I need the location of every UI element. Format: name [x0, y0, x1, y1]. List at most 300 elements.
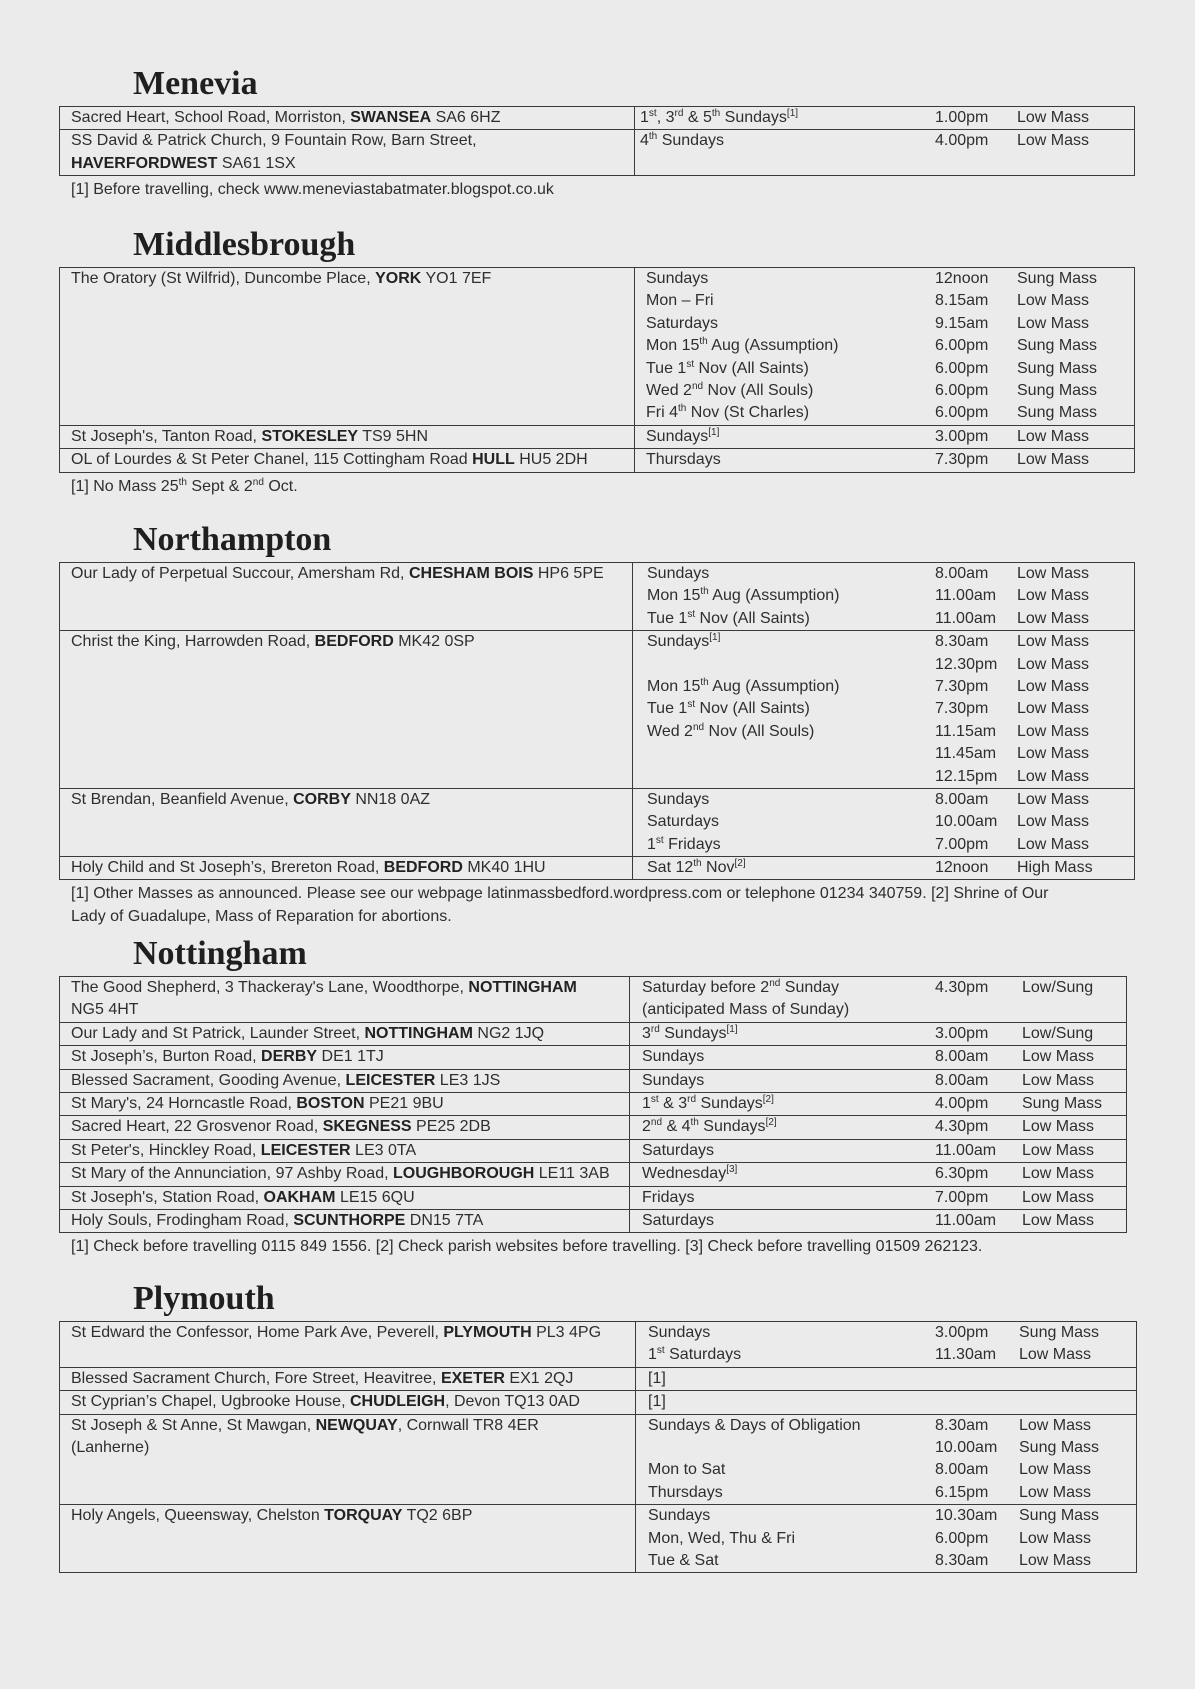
- mass-time: 8.15am: [935, 292, 989, 310]
- address-line: [71, 1437, 631, 1459]
- text-run: NG5 4HT: [71, 1001, 139, 1019]
- church-address-cell: [60, 1209, 630, 1232]
- mass-type: Sung Mass: [1017, 270, 1098, 287]
- church-address-cell: [60, 130, 635, 176]
- schedule-line: [633, 563, 1134, 585]
- mass-schedule-table: [59, 106, 1135, 176]
- mass-day: [647, 631, 935, 653]
- mass-time: 8.00am: [935, 565, 989, 582]
- table-body: [60, 1322, 1137, 1573]
- mass-day: [646, 290, 935, 312]
- mass-schedule-table: [59, 1321, 1137, 1573]
- mass-day: [642, 977, 935, 999]
- text-run: & 5: [683, 109, 712, 126]
- mass-day: [640, 130, 935, 152]
- superscript: st: [686, 358, 695, 370]
- text-run: 1: [642, 1094, 651, 1112]
- table-row: [60, 130, 1135, 176]
- text-run: [1]: [648, 1393, 666, 1411]
- mass-type: Low Mass: [1022, 1048, 1095, 1066]
- text-run: Holy Souls, Frodingham Road,: [71, 1211, 294, 1229]
- mass-day: [646, 268, 935, 290]
- mass-day: [647, 811, 935, 833]
- text-run: Lady of Guadalupe, Mass of Reparation for abortions.: [71, 907, 452, 925]
- text-run: Sundays: [646, 270, 709, 287]
- mass-day: [642, 1140, 935, 1162]
- superscript: st: [650, 1093, 659, 1105]
- table-row: [60, 788, 1135, 856]
- text-run: Sundays: [648, 1324, 711, 1341]
- schedule-line: [633, 789, 1134, 811]
- text-run: Tue 1: [647, 609, 688, 627]
- text-run: St Edward the Confessor, Home Park Ave, Peverell,: [71, 1324, 444, 1341]
- text-run: St Mary's, 24 Horncastle Road,: [71, 1094, 297, 1112]
- text-run: Sacred Heart, 22 Grosvenor Road,: [71, 1118, 323, 1136]
- schedule-cell: [636, 1505, 1137, 1573]
- text-run: SA6 6HZ: [431, 109, 501, 126]
- church-address-cell: [60, 788, 633, 856]
- mass-time: 11.00am: [935, 1141, 997, 1159]
- schedule-line: [636, 1368, 1136, 1390]
- mass-day: [647, 857, 935, 879]
- table-row: [60, 1322, 1137, 1368]
- mass-time: 3.00pm: [935, 1024, 989, 1042]
- address-line: [71, 1046, 625, 1068]
- text-run: TS9 5HN: [358, 427, 429, 445]
- footnote: [59, 883, 1135, 905]
- mass-type: Sung Mass: [1022, 1094, 1103, 1112]
- church-address-cell: [60, 1367, 636, 1390]
- text-run: Mon to Sat: [648, 1461, 726, 1479]
- text-run: (anticipated Mass of Sunday): [642, 1001, 850, 1019]
- text-run: Wed 2: [647, 722, 693, 740]
- mass-type: [1022, 999, 1126, 1021]
- mass-type: Low Mass: [1019, 1483, 1092, 1501]
- mass-day: [647, 766, 935, 788]
- mass-time: 10.00am: [935, 1438, 998, 1456]
- mass-time: 8.30am: [935, 633, 989, 651]
- mass-time: 11.30am: [935, 1346, 997, 1364]
- town-name: LEICESTER: [345, 1071, 436, 1089]
- mass-day: [646, 380, 935, 402]
- text-run: Our Lady of Perpetual Succour, Amersham Rd,: [71, 565, 409, 582]
- text-run: Aug (Assumption): [708, 587, 840, 605]
- town-name: TORQUAY: [324, 1507, 403, 1525]
- mass-type: High Mass: [1017, 859, 1093, 877]
- schedule-line: [630, 1046, 1126, 1068]
- mass-day: [640, 107, 935, 129]
- superscript: th: [700, 586, 709, 598]
- text-run: Saturdays: [642, 1211, 715, 1229]
- mass-type: Low/Sung: [1022, 1024, 1094, 1042]
- superscript: nd: [252, 476, 264, 488]
- schedule-line: [636, 1437, 1136, 1459]
- mass-time: 8.00am: [935, 1071, 989, 1089]
- schedule-line: [635, 358, 1134, 380]
- mass-time: 7.30pm: [935, 700, 989, 718]
- schedule-line: [633, 631, 1134, 653]
- schedule-line: [633, 698, 1134, 720]
- text-run: Nov (All Souls): [704, 722, 815, 740]
- address-line: [71, 1391, 631, 1413]
- text-run: Saturdays: [646, 314, 719, 332]
- mass-time: 9.15am: [935, 314, 989, 332]
- text-run: Fridays: [663, 835, 721, 853]
- text-run: Sundays & Days of Obligation: [648, 1416, 861, 1434]
- town-name: SCUNTHORPE: [293, 1211, 406, 1229]
- text-run: Fri 4: [646, 404, 678, 422]
- mass-type: Low Mass: [1022, 1211, 1095, 1229]
- schedule-cell: [635, 107, 1135, 130]
- text-run: Our Lady and St Patrick, Launder Street,: [71, 1024, 365, 1042]
- footnote: [59, 906, 1135, 928]
- text-run: Blessed Sacrament, Gooding Avenue,: [71, 1071, 346, 1089]
- schedule-line: [630, 999, 1126, 1021]
- superscript: [3]: [726, 1164, 738, 1176]
- address-line: [71, 631, 628, 653]
- mass-type: Low Mass: [1017, 314, 1090, 332]
- text-run: Sunday: [780, 979, 840, 996]
- mass-day: [648, 1344, 935, 1366]
- schedule-line: [633, 811, 1134, 833]
- address-line: [71, 1093, 625, 1115]
- schedule-line: [636, 1344, 1136, 1366]
- schedule-line: [636, 1482, 1136, 1504]
- schedule-line: [635, 313, 1134, 335]
- schedule-line: [633, 654, 1134, 676]
- text-run: Sundays: [696, 1094, 763, 1112]
- superscript: [1]: [709, 632, 721, 644]
- town-name: PLYMOUTH: [443, 1324, 532, 1341]
- text-run: Oct.: [263, 477, 298, 495]
- mass-day: [642, 1116, 935, 1138]
- mass-time: 7.30pm: [935, 451, 989, 469]
- mass-day: [642, 1187, 935, 1209]
- table-row: [60, 1116, 1127, 1139]
- schedule-line: [633, 834, 1134, 856]
- text-run: [1] Check before travelling 0115 849 1556. [2] Check parish websites before travelling. [3] Check before travelling 01509 262123.: [71, 1238, 983, 1256]
- superscript: rd: [687, 1093, 697, 1105]
- table-row: [60, 268, 1135, 426]
- table-row: [60, 631, 1135, 789]
- text-run: 2: [642, 1118, 651, 1136]
- address-line: [71, 268, 630, 290]
- diocese-heading: Menevia: [133, 65, 258, 102]
- schedule-line: [630, 1163, 1126, 1185]
- mass-time: [935, 999, 1022, 1021]
- text-run: [1] Before travelling, check www.meneviastabatmater.blogspot.co.uk: [71, 181, 554, 199]
- mass-time: 12.30pm: [935, 655, 998, 673]
- mass-type: Low Mass: [1017, 609, 1090, 627]
- text-run: Holy Angels, Queensway, Chelston: [71, 1507, 325, 1525]
- town-name: YORK: [375, 270, 422, 287]
- schedule-cell: [630, 1046, 1127, 1069]
- text-run: HU5 2DH: [514, 451, 588, 469]
- schedule-line: [635, 402, 1134, 424]
- town-name: OAKHAM: [263, 1188, 336, 1206]
- mass-day: [646, 449, 935, 471]
- text-run: Sundays: [657, 132, 724, 150]
- table-row: [60, 1022, 1127, 1045]
- mass-type: Low Mass: [1017, 292, 1090, 310]
- schedule-line: [633, 766, 1134, 788]
- mass-type: Low Mass: [1022, 1165, 1095, 1183]
- town-name: LOUGHBOROUGH: [392, 1165, 535, 1183]
- mass-day: [647, 743, 935, 765]
- church-address-cell: [60, 1092, 630, 1115]
- schedule-line: [635, 107, 1134, 129]
- superscript: nd: [691, 380, 704, 392]
- superscript: st: [687, 699, 696, 711]
- church-address-cell: [60, 1322, 636, 1368]
- table-row: [60, 857, 1135, 880]
- mass-day: [647, 834, 935, 856]
- mass-type: Low Mass: [1019, 1551, 1092, 1569]
- schedule-cell: [630, 1116, 1127, 1139]
- mass-type: [1019, 1391, 1136, 1413]
- address-line: [71, 1415, 631, 1437]
- schedule-line: [635, 426, 1134, 448]
- text-run: Sundays: [642, 1048, 705, 1066]
- mass-time: 6.00pm: [935, 337, 989, 355]
- mass-day: [642, 1093, 935, 1115]
- schedule-line: [633, 585, 1134, 607]
- mass-type: Low Mass: [1019, 1461, 1092, 1479]
- table-row: [60, 425, 1135, 448]
- text-run: Wednesday: [642, 1165, 727, 1183]
- mass-time: 7.00pm: [935, 835, 989, 853]
- text-run: [1] No Mass 25: [71, 477, 179, 495]
- mass-time: 11.00am: [935, 1211, 997, 1229]
- mass-day: [647, 563, 935, 585]
- schedule-line: [636, 1528, 1136, 1550]
- address-line: [71, 1163, 625, 1185]
- text-run: SS David & Patrick Church, 9 Fountain Row, Barn Street,: [71, 132, 477, 150]
- text-run: 1: [647, 835, 656, 853]
- diocese-heading: Middlesbrough: [133, 226, 356, 263]
- mass-day: [647, 676, 935, 698]
- superscript: st: [687, 608, 696, 620]
- mass-day: [648, 1415, 935, 1437]
- church-address-cell: [60, 107, 635, 130]
- church-address-cell: [60, 977, 630, 1023]
- mass-day: [648, 1459, 935, 1481]
- schedule-cell: [630, 1186, 1127, 1209]
- schedule-line: [630, 1187, 1126, 1209]
- text-run: PE21 9BU: [364, 1094, 444, 1112]
- address-line: [71, 1322, 631, 1344]
- table-body: [60, 107, 1135, 176]
- town-name: HAVERFORDWEST: [71, 154, 218, 172]
- mass-time: 11.00am: [935, 609, 997, 627]
- text-run: LE3 0TA: [350, 1141, 417, 1159]
- mass-time: 8.00am: [935, 790, 989, 808]
- mass-type: Sung Mass: [1017, 381, 1098, 399]
- text-run: , Devon TQ13 0AD: [445, 1393, 580, 1411]
- mass-type: Low Mass: [1017, 587, 1090, 605]
- table-row: [60, 977, 1127, 1023]
- text-run: Mon 15: [647, 587, 701, 605]
- address-line: [71, 1368, 631, 1390]
- address-line: [71, 1070, 625, 1092]
- superscript: th: [699, 336, 708, 348]
- text-run: Mon 15: [647, 677, 701, 695]
- schedule-cell: [635, 268, 1135, 426]
- town-name: STOKESLEY: [261, 427, 359, 445]
- schedule-cell: [636, 1322, 1137, 1368]
- diocese-section: [59, 226, 1135, 498]
- schedule-line: [636, 1322, 1136, 1344]
- schedule-line: [635, 335, 1134, 357]
- text-run: (Lanherne): [71, 1438, 150, 1456]
- mass-time: 12noon: [935, 270, 989, 287]
- superscript: nd: [692, 721, 705, 733]
- text-run: Aug (Assumption): [707, 337, 839, 355]
- church-address-cell: [60, 425, 635, 448]
- mass-time: 11.00am: [935, 587, 997, 605]
- schedule-line: [633, 743, 1134, 765]
- mass-day: [648, 1505, 935, 1527]
- schedule-cell: [636, 1367, 1137, 1390]
- text-run: Mon, Wed, Thu & Fri: [648, 1529, 796, 1547]
- mass-type: Low Mass: [1017, 427, 1090, 445]
- superscript: nd: [769, 978, 781, 989]
- text-run: Saturday before 2: [642, 979, 770, 996]
- address-line: [71, 1210, 625, 1232]
- text-run: Nov (St Charles): [686, 404, 810, 422]
- mass-type: Sung Mass: [1019, 1438, 1100, 1456]
- table-row: [60, 1209, 1127, 1232]
- town-name: CHUDLEIGH: [349, 1393, 446, 1411]
- address-line: [71, 1023, 625, 1045]
- superscript: rd: [674, 108, 684, 119]
- footnote: [59, 1236, 1127, 1258]
- superscript: th: [693, 858, 702, 870]
- town-name: HULL: [472, 451, 515, 469]
- address-line: [71, 426, 630, 448]
- text-run: The Good Shepherd, 3 Thackeray's Lane, Woodthorpe,: [71, 979, 469, 996]
- schedule-line: [633, 721, 1134, 743]
- text-run: HP6 5PE: [533, 565, 604, 582]
- text-run: Tue 1: [646, 359, 687, 377]
- mass-type: Low/Sung: [1022, 979, 1094, 996]
- schedule-cell: [630, 1092, 1127, 1115]
- text-run: Sept & 2: [186, 477, 253, 495]
- mass-time: 3.00pm: [935, 427, 989, 445]
- diocese-section: [59, 521, 1135, 928]
- text-run: OL of Lourdes & St Peter Chanel, 115 Cottingham Road: [71, 451, 473, 469]
- mass-time: [935, 1368, 1019, 1390]
- superscript: st: [648, 108, 657, 119]
- town-name: EXETER: [440, 1369, 505, 1387]
- text-run: Holy Child and St Joseph’s, Brereton Road,: [71, 859, 384, 877]
- mass-day: [648, 1368, 935, 1390]
- mass-day: [647, 721, 935, 743]
- superscript: th: [700, 676, 709, 688]
- mass-type: Low Mass: [1017, 109, 1090, 126]
- text-run: St Joseph’s, Burton Road,: [71, 1048, 262, 1066]
- table-row: [60, 449, 1135, 472]
- table-row: [60, 1092, 1127, 1115]
- schedule-line: [630, 1210, 1126, 1232]
- mass-time: 10.00am: [935, 813, 998, 831]
- superscript: rd: [650, 1023, 660, 1035]
- mass-type: Low Mass: [1022, 1071, 1095, 1089]
- mass-time: 8.30am: [935, 1416, 989, 1434]
- diocese-heading: Nottingham: [133, 935, 307, 972]
- mass-day: [648, 1437, 935, 1459]
- mass-type: Low Mass: [1017, 745, 1090, 763]
- text-run: TQ2 6BP: [402, 1507, 473, 1525]
- address-line: [71, 857, 628, 879]
- church-address-cell: [60, 631, 633, 789]
- mass-time: 6.00pm: [935, 1529, 989, 1547]
- church-address-cell: [60, 563, 633, 631]
- text-run: 1: [640, 109, 649, 126]
- church-address-cell: [60, 1414, 636, 1505]
- mass-type: Low Mass: [1017, 677, 1090, 695]
- schedule-line: [636, 1415, 1136, 1437]
- schedule-cell: [630, 1069, 1127, 1092]
- mass-type: Low Mass: [1017, 722, 1090, 740]
- text-run: Fridays: [642, 1188, 695, 1206]
- text-run: & 3: [658, 1094, 688, 1112]
- table-row: [60, 1186, 1127, 1209]
- schedule-cell: [633, 788, 1135, 856]
- diocese-section: [59, 1280, 1137, 1573]
- schedule-line: [635, 268, 1134, 290]
- text-run: Saturdays: [664, 1346, 742, 1364]
- mass-time: 10.30am: [935, 1507, 998, 1525]
- mass-time: 12noon: [935, 859, 989, 877]
- text-run: Sundays: [698, 1118, 766, 1136]
- mass-schedule-table: [59, 976, 1127, 1233]
- text-run: 4: [640, 132, 649, 150]
- table-row: [60, 1046, 1127, 1069]
- table-row: [60, 1139, 1127, 1162]
- text-run: Sacred Heart, School Road, Morriston,: [71, 109, 351, 126]
- superscript: th: [648, 131, 658, 143]
- schedule-line: [635, 290, 1134, 312]
- church-address-cell: [60, 1046, 630, 1069]
- text-run: Thursdays: [646, 451, 721, 469]
- schedule-line: [633, 676, 1134, 698]
- address-line: [71, 130, 630, 152]
- text-run: MK40 1HU: [462, 859, 546, 877]
- mass-type: Low Mass: [1022, 1141, 1095, 1159]
- text-run: , Cornwall TR8 4ER: [397, 1416, 539, 1434]
- schedule-line: [630, 1116, 1126, 1138]
- mass-day: [647, 698, 935, 720]
- church-address-cell: [60, 1391, 636, 1414]
- superscript: [2]: [765, 1117, 777, 1129]
- mass-type: Low Mass: [1017, 813, 1090, 831]
- text-run: Sundays: [648, 1507, 711, 1525]
- address-line: [71, 999, 625, 1021]
- text-run: Christ the King, Harrowden Road,: [71, 633, 315, 651]
- text-run: Sundays: [642, 1071, 705, 1089]
- text-run: Mon 15: [646, 337, 700, 355]
- town-name: NOTTINGHAM: [364, 1024, 473, 1042]
- schedule-line: [630, 1093, 1126, 1115]
- mass-time: 1.00pm: [935, 109, 989, 126]
- text-run: LE15 6QU: [335, 1188, 415, 1206]
- mass-time: 4.30pm: [935, 979, 989, 996]
- superscript: [2]: [734, 858, 746, 870]
- mass-time: 6.15pm: [935, 1483, 989, 1501]
- church-address-cell: [60, 449, 635, 472]
- text-run: [1]: [648, 1369, 666, 1387]
